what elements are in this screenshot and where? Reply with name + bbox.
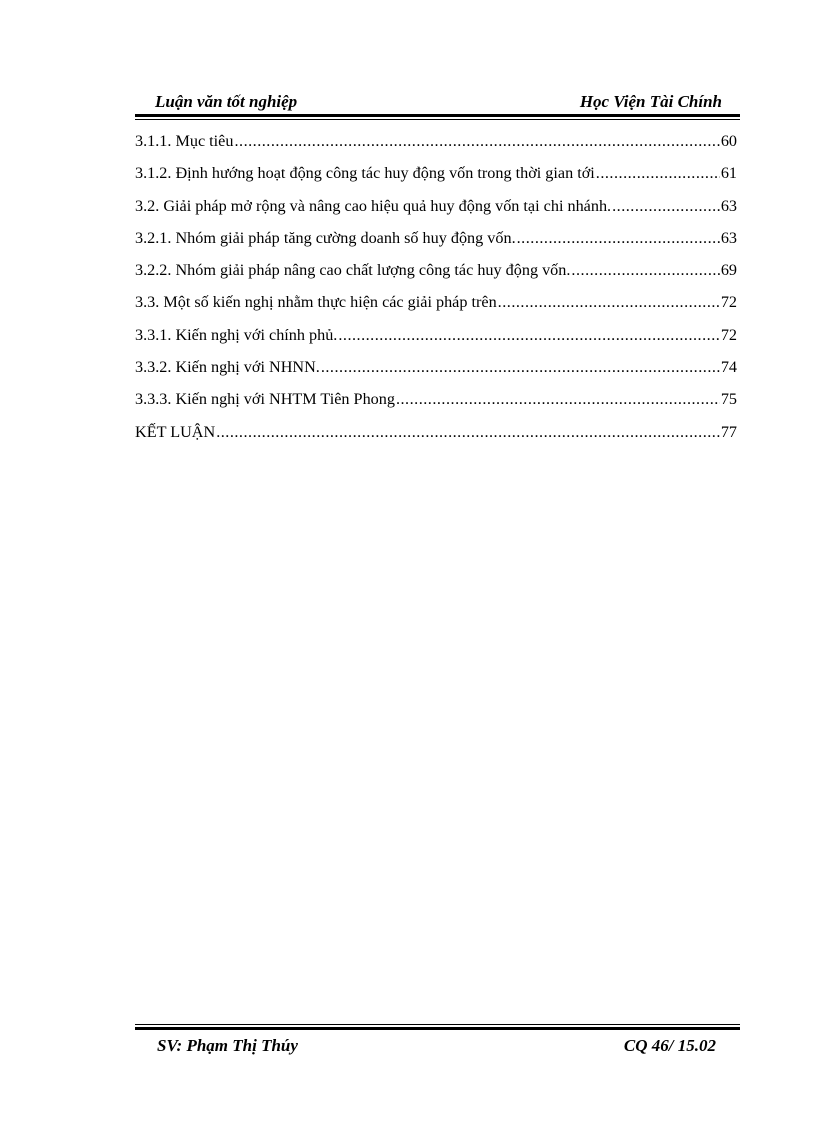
toc-entry-page: 69 [720, 261, 737, 280]
header-rule-thin [135, 119, 740, 120]
toc-entry[interactable] [135, 229, 737, 261]
toc-entry-page: 61 [720, 164, 737, 183]
toc-dot-leader [234, 132, 719, 151]
toc-entry-page: 74 [720, 358, 737, 377]
footer-rule-thick [135, 1027, 740, 1030]
toc-entry-page: 77 [720, 422, 737, 441]
toc-entry-title: 3.2.2. Nhóm giải pháp nâng cao chất lượng công tác huy động vốn. [135, 261, 571, 280]
toc-entry[interactable] [135, 197, 737, 229]
footer-class-code: CQ 46/ 15.02 [623, 1036, 716, 1055]
toc-dot-leader [321, 358, 720, 377]
page-footer [135, 1036, 740, 1058]
toc-entry-title: KẾT LUẬN [135, 422, 216, 441]
toc-entry[interactable] [135, 390, 737, 422]
footer-rule-thin [135, 1024, 740, 1025]
table-of-contents [135, 132, 737, 455]
toc-entry-title: 3.1.2. Định hướng hoạt động công tác huy động vốn trong thời gian tới [135, 164, 595, 183]
toc-entry[interactable] [135, 261, 737, 293]
toc-dot-leader [498, 293, 720, 312]
footer-student-name: SV: Phạm Thị Thúy [157, 1036, 298, 1055]
toc-entry-title: 3.3.1. Kiến nghị với chính phủ. [135, 325, 338, 344]
toc-entry-page: 60 [720, 132, 737, 150]
toc-entry[interactable] [135, 164, 737, 196]
toc-entry-title: 3.2. Giải pháp mở rộng và nâng cao hiệu quả huy động vốn tại chi nhánh. [135, 196, 612, 215]
toc-entry-page: 63 [720, 196, 737, 215]
toc-entry[interactable] [135, 293, 737, 325]
toc-dot-leader [596, 164, 720, 183]
toc-entry-title: 3.1.1. Mục tiêu [135, 132, 234, 150]
toc-entry-page: 72 [720, 325, 737, 344]
toc-entry[interactable] [135, 132, 737, 164]
toc-entry-title: 3.3. Một số kiến nghị nhằm thực hiện các giải pháp trên [135, 293, 497, 312]
toc-entry-title: 3.3.2. Kiến nghị với NHNN. [135, 358, 320, 377]
header-institution: Học Viện Tài Chính [579, 92, 722, 111]
header-rule-thick [135, 114, 740, 117]
toc-entry[interactable] [135, 358, 737, 390]
toc-entry[interactable] [135, 423, 737, 455]
toc-entry-page: 72 [720, 293, 737, 312]
toc-dot-leader [216, 423, 720, 442]
toc-dot-leader [612, 197, 720, 216]
toc-dot-leader [338, 326, 719, 345]
header-thesis-label: Luận văn tốt nghiệp [155, 92, 298, 111]
toc-entry[interactable] [135, 326, 737, 358]
toc-dot-leader [571, 261, 719, 280]
toc-entry-title: 3.2.1. Nhóm giải pháp tăng cường doanh số huy động vốn. [135, 228, 516, 247]
page-header [135, 92, 740, 114]
toc-dot-leader [396, 390, 720, 409]
toc-entry-page: 75 [720, 390, 737, 409]
toc-dot-leader [517, 229, 720, 248]
toc-entry-page: 63 [720, 228, 737, 247]
toc-entry-title: 3.3.3. Kiến nghị với NHTM Tiên Phong [135, 390, 395, 409]
